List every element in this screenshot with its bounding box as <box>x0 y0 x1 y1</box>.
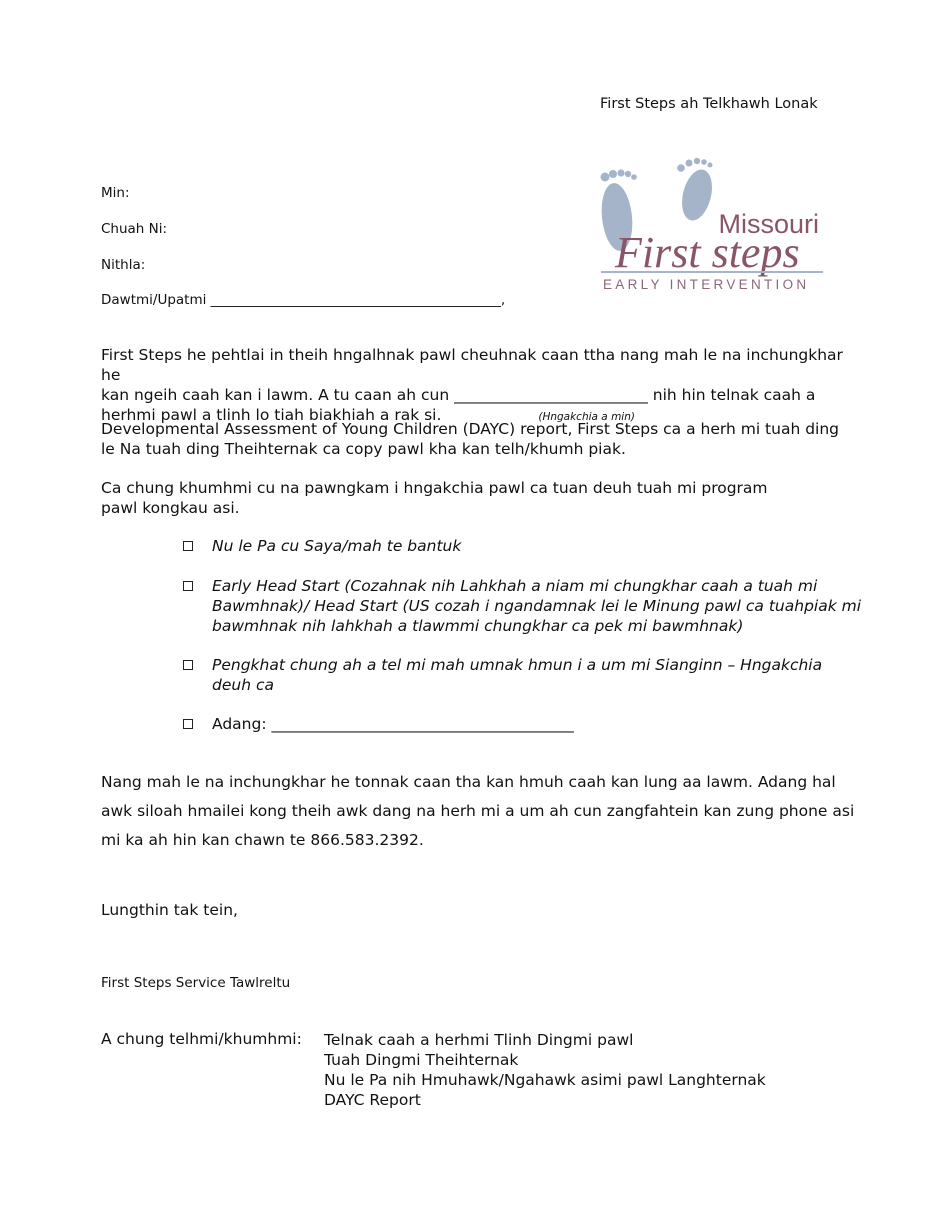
enclosure-item: Tuah Dingmi Theihternak <box>324 1051 519 1069</box>
checklist-item-label: Nu le Pa cu Saya/mah te bantuk <box>212 537 462 555</box>
signoff: Lungthin tak tein, <box>101 901 238 919</box>
checkbox[interactable] <box>183 581 193 591</box>
enclosure-item: DAYC Report <box>324 1091 421 1109</box>
checkbox[interactable] <box>183 660 193 670</box>
checkbox[interactable] <box>183 719 193 729</box>
checklist-item-label: Pengkhat chung ah a tel mi mah umnak hmun i a um mi Sianginn – Hngakchia deuh ca <box>212 656 823 694</box>
checklist-item-label: Adang: _______________________________________ <box>212 715 574 733</box>
programs-text: Ca chung khumhmi cu na pawngkam i hngakchia pawl ca tuan deuh tuah mi program pawl kongkau asi. <box>101 479 768 517</box>
contact-line-3: mi ka ah hin kan chawn te 866.583.2392. <box>101 831 424 849</box>
report-paragraph <box>101 419 856 459</box>
first-steps-logo <box>597 155 829 295</box>
address-label: Chuah Ni: <box>101 221 168 237</box>
programs-paragraph <box>101 478 801 518</box>
contact-paragraph <box>101 768 861 855</box>
date-label: Nithla: <box>101 257 146 273</box>
checklist-item-label: Early Head Start (Cozahnak nih Lahkhah a niam mi chungkhar caah a tuah mi Bawmhnak)/ Head Start (US cozah i ngandamnak lei le Minung pawl ca tuahpiak mi bawmhnak nih lahkhah a tlawmmi chungkhar ca pek mi bawmhnak) <box>212 577 862 635</box>
intro-line-1: First Steps he pehtlai in theih hngalhnak pawl cheuhnak caan ttha nang mah le na inchungkhar he <box>101 346 843 384</box>
page-header-title: First Steps ah Telkhawh Lonak <box>600 96 818 112</box>
logo-brand-text: First steps <box>615 228 800 277</box>
enclosures-label: A chung telhmi/khumhmi: <box>101 1030 302 1048</box>
intro-line-3-text: herhmi pawl a tlinh lo tiah biakhiah a rak si. <box>101 406 442 424</box>
name-label: Min: <box>101 185 130 201</box>
report-text: Developmental Assessment of Young Children (DAYC) report, First Steps ca a herh mi tuah ding le Na tuah ding Theihternak ca copy pawl kha kan telh/khumh piak. <box>101 420 840 458</box>
intro-paragraph <box>101 345 861 427</box>
checkbox[interactable] <box>183 541 193 551</box>
contact-line-2: awk siloah hmailei kong theih awk dang na herh mi a um ah cun zangfahtein kan zung phone asi <box>101 802 855 820</box>
enclosure-item: Nu le Pa nih Hmuhawk/Ngahawk asimi pawl Langhternak <box>324 1071 766 1089</box>
salutation: Dawtmi/Upatmi ___________________________________________, <box>101 292 506 308</box>
contact-line-1: Nang mah le na inchungkhar he tonnak caan tha kan hmuh caah kan lung aa lawm. Adang hal <box>101 773 836 791</box>
child-name-hint: (Hngakchia a min) <box>538 411 635 423</box>
enclosure-item: Telnak caah a herhmi Tlinh Dingmi pawl <box>324 1031 634 1049</box>
enclosures-list <box>324 1030 766 1110</box>
logo-tagline: EARLY INTERVENTION <box>603 277 810 292</box>
intro-line-2: kan ngeih caah kan i lawm. A tu caan ah cun _________________________ nih hin telnak caah a <box>101 386 816 404</box>
signer-title: First Steps Service Tawlreltu <box>101 975 291 991</box>
logo-state-text: Missouri <box>718 209 819 239</box>
